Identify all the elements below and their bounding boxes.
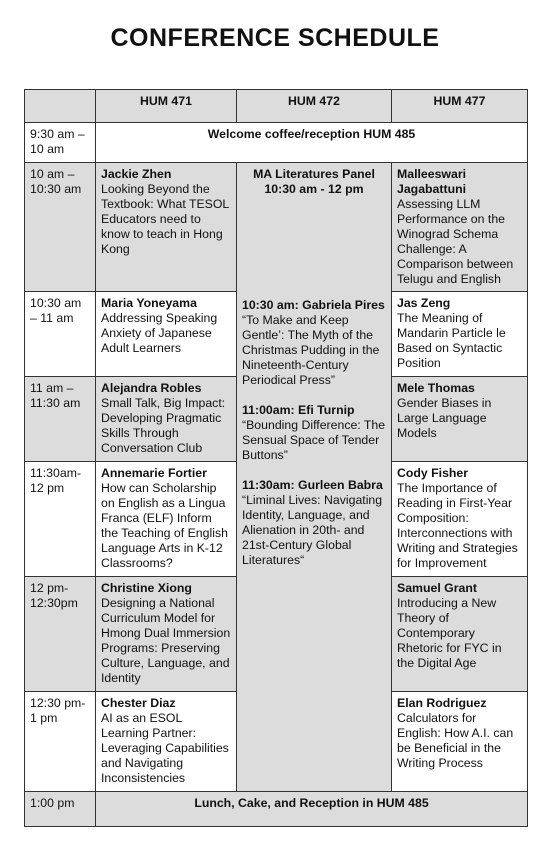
- session-cell-hum471: [96, 377, 237, 462]
- talk-title: Designing a National Curriculum Model for Hmong Dual Immersion Programs: Preserving Culture, Language, and Identity: [101, 596, 231, 685]
- presenter-name: Chester Diaz: [101, 696, 176, 710]
- time-cell: 11:30am- 12 pm: [25, 462, 96, 577]
- talk-title: Gender Biases in Large Language Models: [397, 396, 492, 440]
- session-cell-hum471: [96, 462, 237, 577]
- time-cell: 1:00 pm: [25, 792, 96, 827]
- header-row: [25, 90, 528, 123]
- time-cell: 10:30 am – 11 am: [25, 292, 96, 377]
- panel-time: 10:30 am - 12 pm: [264, 182, 364, 196]
- panel-item: [242, 478, 386, 568]
- panel-item-title: “To Make and Keep Gentle’: The Myth of the Christmas Pudding in the Nineteenth-Century Periodical Press”: [242, 313, 380, 387]
- session-cell-hum477: [392, 577, 528, 692]
- session-cell-hum471: [96, 292, 237, 377]
- panel-item-name: 10:30 am: Gabriela Pires: [242, 298, 385, 312]
- time-cell: 12:30 pm- 1 pm: [25, 692, 96, 792]
- talk-title: The Meaning of Mandarin Particle le Based on Syntactic Position: [397, 311, 506, 370]
- room-header-hum472: HUM 472: [237, 90, 392, 123]
- panel-item-name: 11:00am: Efi Turnip: [242, 403, 355, 417]
- presenter-name: Alejandra Robles: [101, 381, 202, 395]
- presenter-name: Cody Fisher: [397, 466, 469, 480]
- panel-cell-hum472: [237, 163, 392, 792]
- page-title: CONFERENCE SCHEDULE: [110, 24, 440, 52]
- session-cell-hum477: [392, 163, 528, 292]
- closing-row: [25, 792, 528, 827]
- presenter-name: Samuel Grant: [397, 581, 477, 595]
- talk-title: Addressing Speaking Anxiety of Japanese Adult Learners: [101, 311, 218, 355]
- time-cell: 12 pm- 12:30pm: [25, 577, 96, 692]
- session-cell-hum471: [96, 692, 237, 792]
- presenter-name: Christine Xiong: [101, 581, 192, 595]
- room-header-hum477: HUM 477: [392, 90, 528, 123]
- schedule-table: [24, 89, 528, 827]
- session-cell-hum471: [96, 577, 237, 692]
- panel-item-title: “Bounding Difference: The Sensual Space of Tender Buttons”: [242, 418, 386, 462]
- closing-cell: Lunch, Cake, and Reception in HUM 485: [96, 792, 528, 827]
- presenter-name: Mele Thomas: [397, 381, 475, 395]
- presenter-name: Malleeswari Jagabattuni: [397, 167, 467, 196]
- panel-item-title: “Liminal Lives: Navigating Identity, Language, and Alienation in 20th- and 21st-Century Global Literatures“: [242, 493, 383, 567]
- panel-title: MA Literatures Panel: [253, 167, 375, 181]
- talk-title: AI as an ESOL Learning Partner: Leveraging Capabilities and Navigating Inconsistencies: [101, 711, 229, 785]
- room-header-hum471: HUM 471: [96, 90, 237, 123]
- talk-title: How can Scholarship on English as a Lingua Franca (ELF) Inform the Teaching of English Language Arts in K-12 Classrooms?: [101, 481, 228, 570]
- time-cell: 10 am – 10:30 am: [25, 163, 96, 292]
- welcome-cell: Welcome coffee/reception HUM 485: [96, 123, 528, 163]
- talk-title: The Importance of Reading in First-Year Composition: Interconnections with Writing and Strategies for Improvement: [397, 481, 518, 570]
- header-corner-cell: [25, 90, 96, 123]
- presenter-name: Elan Rodriguez: [397, 696, 487, 710]
- presenter-name: Annemarie Fortier: [101, 466, 207, 480]
- slot-row: [25, 163, 528, 292]
- talk-title: Looking Beyond the Textbook: What TESOL Educators need to know to teach in Hong Kong: [101, 182, 229, 256]
- time-cell: 9:30 am – 10 am: [25, 123, 96, 163]
- session-cell-hum477: [392, 377, 528, 462]
- session-cell-hum477: [392, 292, 528, 377]
- session-cell-hum477: [392, 692, 528, 792]
- session-cell-hum471: [96, 163, 237, 292]
- talk-title: Small Talk, Big Impact: Developing Pragmatic Skills Through Conversation Club: [101, 396, 226, 455]
- panel-item: [242, 298, 386, 388]
- session-cell-hum477: [392, 462, 528, 577]
- panel-item: [242, 403, 386, 463]
- time-cell: 11 am – 11:30 am: [25, 377, 96, 462]
- talk-title: Calculators for English: How A.I. can be Beneficial in the Writing Process: [397, 711, 514, 770]
- presenter-name: Maria Yoneyama: [101, 296, 197, 310]
- panel-item-name: 11:30am: Gurleen Babra: [242, 478, 383, 492]
- talk-title: Introducing a New Theory of Contemporary Rhetoric for FYC in the Digital Age: [397, 596, 502, 670]
- welcome-row: [25, 123, 528, 163]
- panel-heading: [242, 167, 386, 197]
- talk-title: Assessing LLM Performance on the Winograd Schema Challenge: A Comparison between Telugu and English: [397, 197, 514, 286]
- presenter-name: Jackie Zhen: [101, 167, 172, 181]
- presenter-name: Jas Zeng: [397, 296, 451, 310]
